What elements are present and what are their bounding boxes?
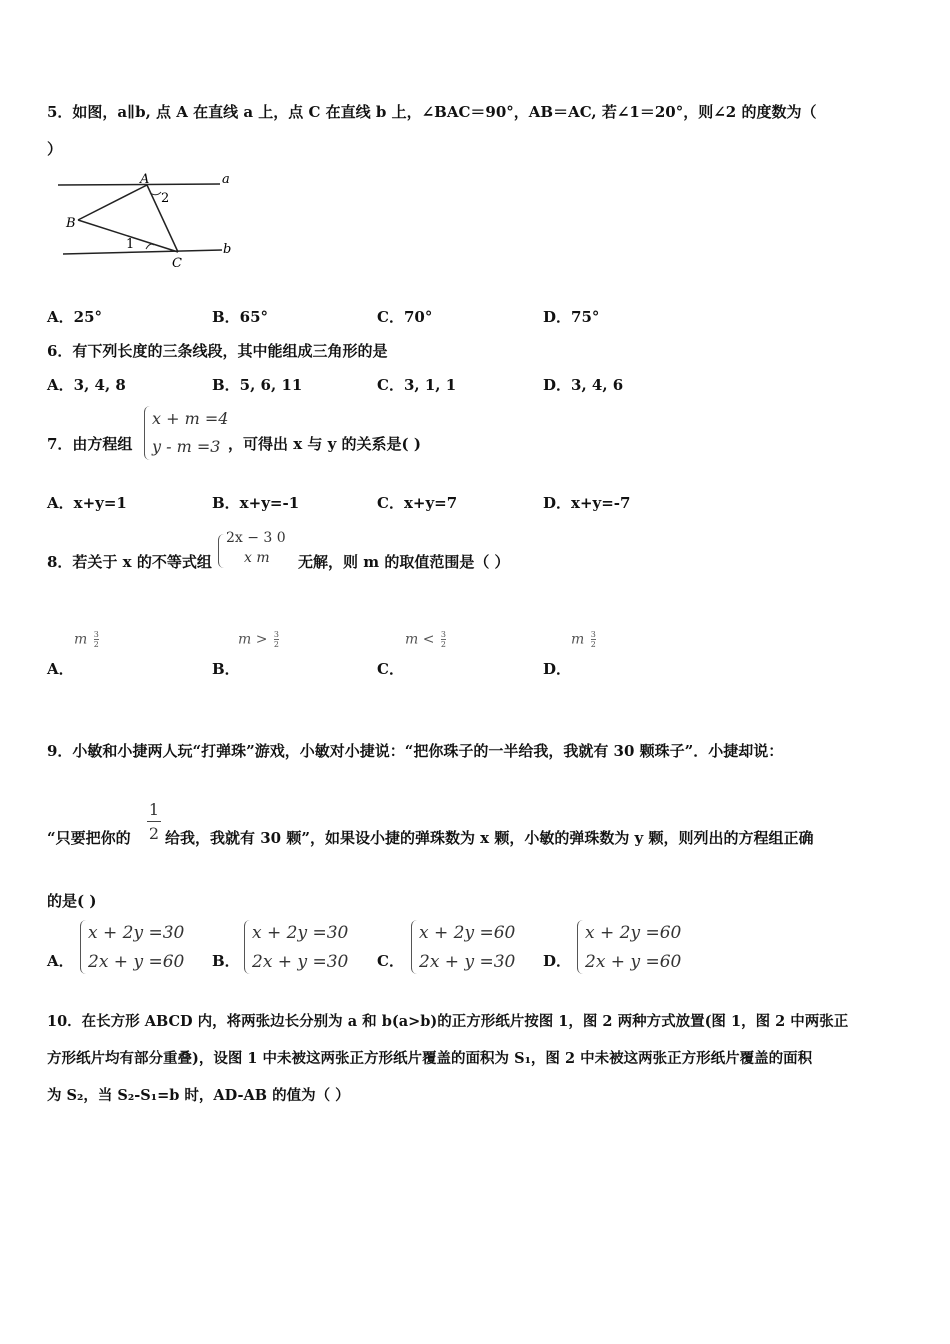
q5-option-b[interactable]: B．65° [212,308,269,326]
eq1: x + 2y =60 [419,923,516,943]
q8-ineq2: x m [244,550,270,566]
eq1: x + 2y =30 [252,923,349,943]
q9-option-c-system [411,920,521,976]
q7-option-a[interactable]: A．x+y=1 [47,494,127,512]
q9-option-c[interactable]: C． [377,952,404,970]
q7-option-d[interactable]: D．x+y=-7 [543,494,631,512]
q10-text-line2: 方形纸片均有部分重叠)，设图 1 中未被这两张正方形纸片覆盖的面积为 S₁，图 2 中未被这两张正方形纸片覆盖的面积 [47,1050,813,1067]
q8-prefix: 8．若关于 x 的不等式组 [47,553,212,571]
fraction [441,630,446,649]
q9-text-line1: 9．小敏和小捷两人玩“打弹珠”游戏，小敏对小捷说：“把你珠子的一半给我，我就有 30 颗珠子”．小捷却说： [47,742,784,760]
q10-text-line1: 10．在长方形 ABCD 内，将两张边长分别为 a 和 b(a>b)的正方形纸片按图 1，图 2 两种方式放置(图 1，图 2 中两张正 [47,1013,849,1030]
q8-option-b[interactable]: B． [212,660,240,678]
q8-option-a-math [74,630,99,649]
segment-AB [78,185,147,220]
eq2: 2x + y =30 [419,952,516,972]
eq1: x + 2y =60 [585,923,682,943]
q5-figure [50,168,250,270]
q7-eq2: y - m =3 [152,437,221,456]
q9-text-line3: 的是( ) [47,892,97,910]
q9-option-b[interactable]: B． [212,952,240,970]
num: 3 [590,630,596,639]
q9-fraction-half [147,800,161,843]
fraction [94,630,99,649]
q7-equation-system [144,406,230,462]
den: 2 [93,640,99,649]
label-A: A [140,172,150,187]
eq2: 2x + y =60 [88,952,185,972]
q7-suffix: ，可得出 x 与 y 的关系是( ) [228,435,421,453]
q9-option-b-system [244,920,354,976]
eq1: x + 2y =30 [88,923,185,943]
q8-option-d-math [571,630,596,649]
q8-suffix: 无解，则 m 的取值范围是（ ） [298,553,510,571]
angle2-arc [150,192,161,195]
angle1-arc [146,244,154,249]
num: 3 [440,630,447,639]
q8-option-b-expr: m > [238,631,268,648]
q10-text-line3: 为 S₂，当 S₂-S₁=b 时，AD-AB 的值为（ ） [47,1087,350,1104]
eq2: 2x + y =60 [585,952,682,972]
num: 3 [93,630,99,639]
q5-option-c[interactable]: C．70° [377,308,433,326]
q8-option-c[interactable]: C． [377,660,404,678]
q8-option-a[interactable]: A． [47,660,74,678]
brace [577,920,584,974]
q6-option-c[interactable]: C．3, 1, 1 [377,376,457,394]
q6-text: 6．有下列长度的三条线段，其中能组成三角形的是 [47,342,388,360]
q8-ineq1: 2x − 3 0 [226,530,286,546]
q8-option-d[interactable]: D． [543,660,572,678]
q8-option-d-expr: m [571,631,585,648]
brace [80,920,87,974]
q8-option-b-math [238,630,279,649]
q9-option-a[interactable]: A． [47,952,74,970]
fraction-bar [147,821,161,822]
q9-text-line2b: 给我，我就有 30 颗”，如果设小捷的弹珠数为 x 颗，小敏的弹珠数为 y 颗，则列出的方程组正确 [165,829,814,847]
line-b [63,250,222,254]
label-B: B [66,216,76,231]
den: 2 [590,640,596,649]
label-angle2: 2 [161,191,170,206]
q5-text-line2: ） [47,140,63,158]
fraction [591,630,596,649]
num: 1 [148,800,160,819]
q7-option-b[interactable]: B．x+y=-1 [212,494,300,512]
q9-option-a-system [80,920,190,976]
fraction [274,630,279,649]
q7-eq1: x + m =4 [152,409,229,428]
brace [144,406,151,460]
brace [244,920,251,974]
label-b: b [223,242,232,257]
q6-option-d[interactable]: D．3, 4, 6 [543,376,624,394]
q8-option-c-expr: m < [405,631,435,648]
brace [411,920,418,974]
q5-option-a[interactable]: A．25° [47,308,103,326]
num: 3 [273,630,280,639]
q5-option-d[interactable]: D．75° [543,308,600,326]
line-a [58,184,220,185]
q9-text-line2a: “只要把你的 [47,829,131,847]
den: 2 [440,640,447,649]
q8-option-c-math [405,630,446,649]
q7-option-c[interactable]: C．x+y=7 [377,494,458,512]
q9-option-d[interactable]: D． [543,952,572,970]
q8-option-a-expr: m [74,631,88,648]
den: 2 [148,824,160,843]
label-a: a [222,172,230,187]
q9-option-d-system [577,920,687,976]
eq2: 2x + y =30 [252,952,349,972]
q6-option-a[interactable]: A．3, 4, 8 [47,376,126,394]
q5-text-line1: 5．如图，a∥b, 点 A 在直线 a 上，点 C 在直线 b 上，∠BAC＝90°，AB＝AC, 若∠1＝20°，则∠2 的度数为（ [47,103,817,121]
label-angle1: 1 [126,237,135,252]
label-C: C [172,256,182,270]
q6-option-b[interactable]: B．5, 6, 11 [212,376,303,394]
den: 2 [273,640,280,649]
q7-prefix: 7．由方程组 [47,435,133,453]
q8-inequality-system [218,530,298,570]
brace [218,534,225,568]
